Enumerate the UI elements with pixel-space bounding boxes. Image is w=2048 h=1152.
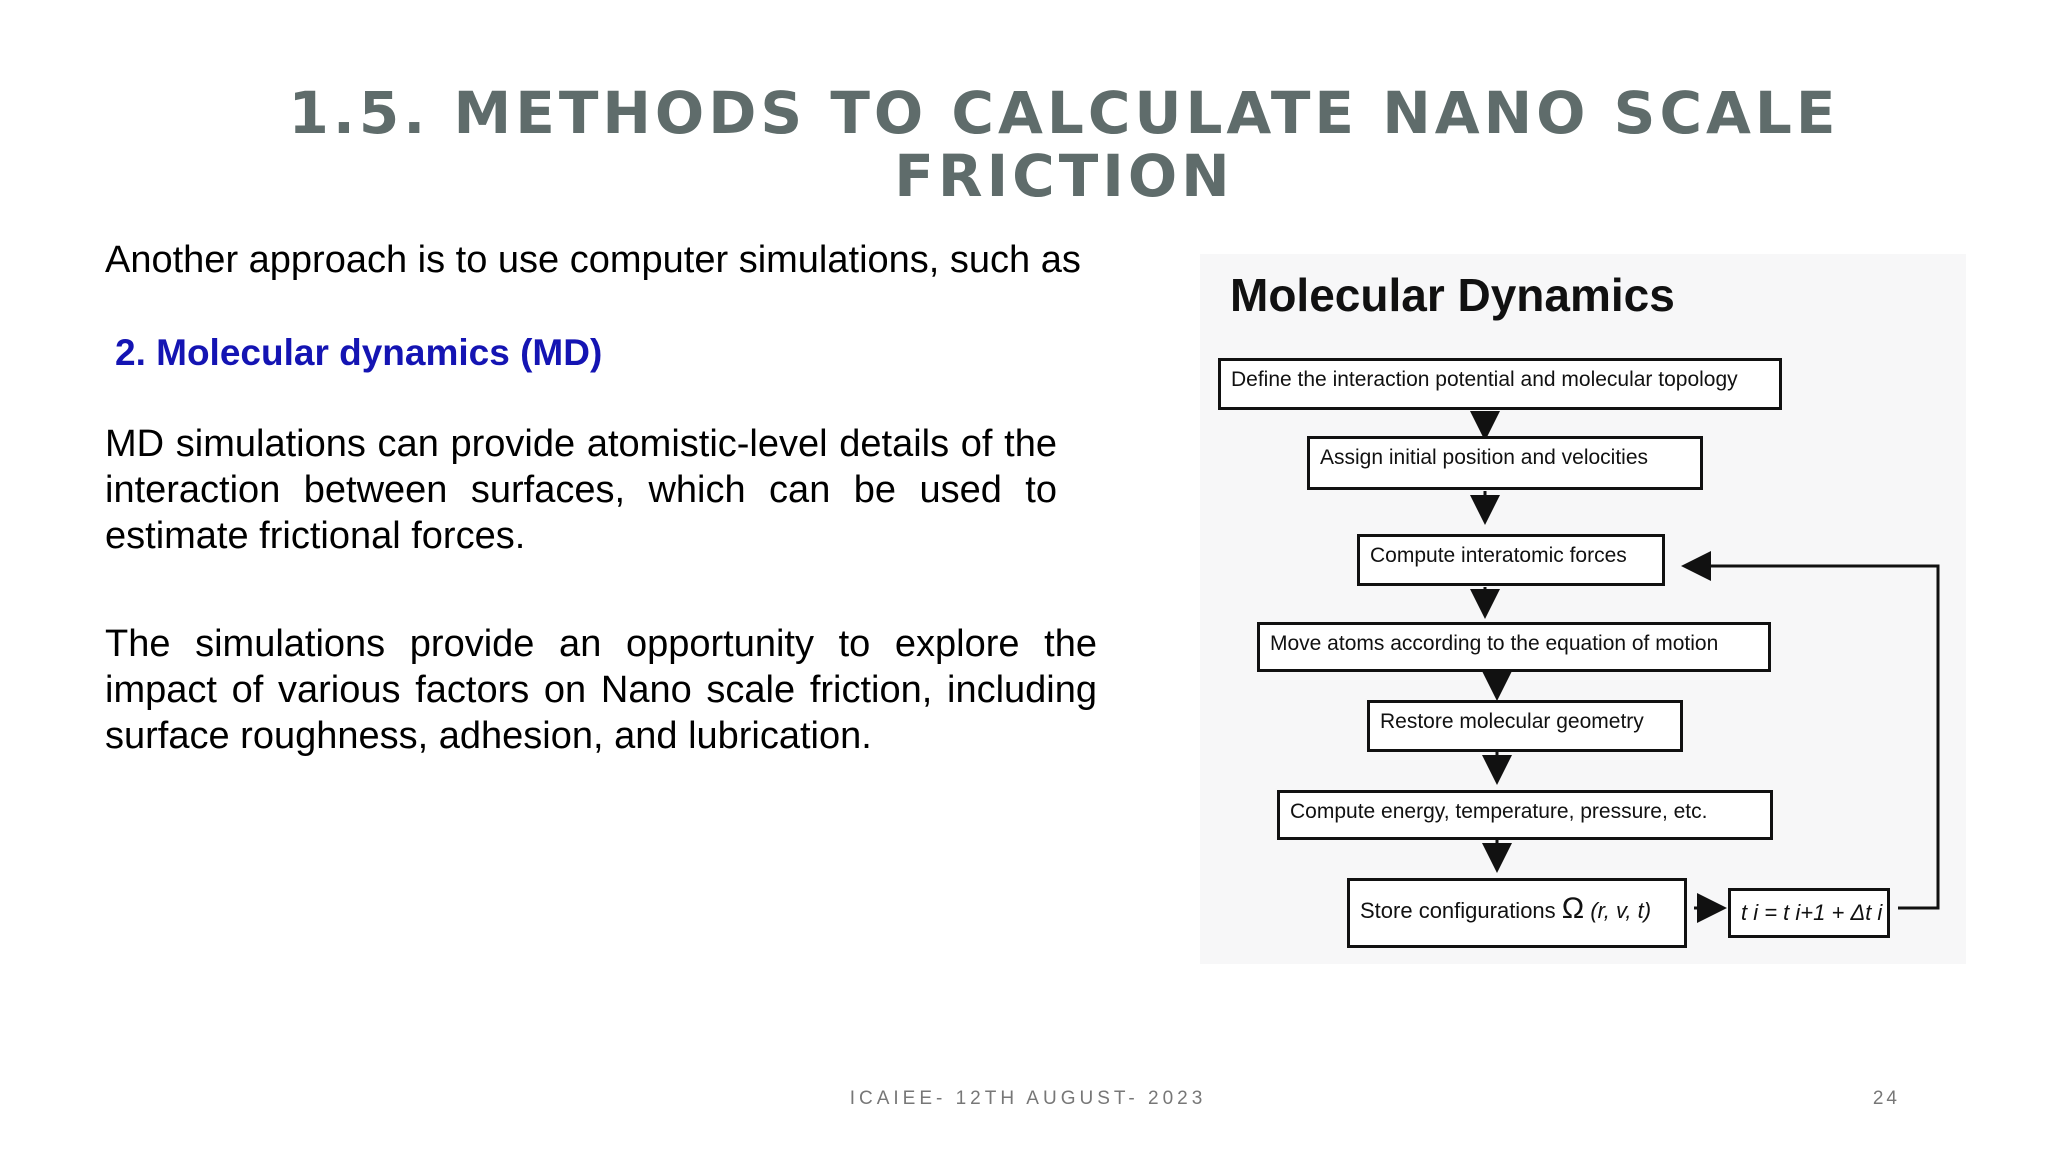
step-time-update (1728, 888, 1890, 938)
intro-text: Another approach is to use computer simulations, such as (105, 239, 1081, 281)
figure-title: Molecular Dynamics (1230, 269, 1675, 321)
loop-back-line (1696, 566, 1938, 908)
paragraph-simulation-factors: The simulations provide an opportunity to explore the impact of various factors on Nano scale friction, including surface roughness, adhesion, and lubrication. (105, 623, 1097, 757)
paragraph-md-details: MD simulations can provide atomistic-level details of the interaction between surfaces, which can be used to estimate frictional forces. (105, 423, 1057, 557)
step-label: Assign initial position and velocities (1320, 446, 1649, 469)
step-label: Move atoms according to the equation of motion (1270, 632, 1719, 655)
method-heading: 2. Molecular dynamics (MD) (115, 332, 603, 373)
page-number: 24 (1872, 1088, 1900, 1109)
omega-symbol: Ω (1561, 892, 1585, 925)
step-assign-initial (1307, 436, 1703, 490)
time-update-label: t i = t i+1 + Δt i (1741, 900, 1883, 925)
md-flowchart-figure (1200, 254, 1966, 964)
step-label: Restore molecular geometry (1380, 710, 1644, 733)
store-label: Store configurations (1360, 898, 1556, 923)
step-compute-energy (1277, 790, 1773, 840)
step-store-configurations (1347, 878, 1687, 948)
step-define-potential (1218, 358, 1782, 410)
step-move-atoms (1257, 622, 1771, 672)
store-args: (r, v, t) (1590, 898, 1652, 923)
step-label: Compute energy, temperature, pressure, etc. (1290, 800, 1708, 823)
step-label: Define the interaction potential and molecular topology (1231, 368, 1738, 391)
slide-title: 1.5. METHODS TO CALCULATE NANO SCALE FRICTION (288, 79, 1840, 210)
footer-conference: ICAIEE- 12TH AUGUST- 2023 (849, 1088, 1207, 1109)
step-label: Compute interatomic forces (1370, 544, 1627, 567)
step-compute-forces (1357, 534, 1665, 586)
step-restore-geometry (1367, 700, 1683, 752)
